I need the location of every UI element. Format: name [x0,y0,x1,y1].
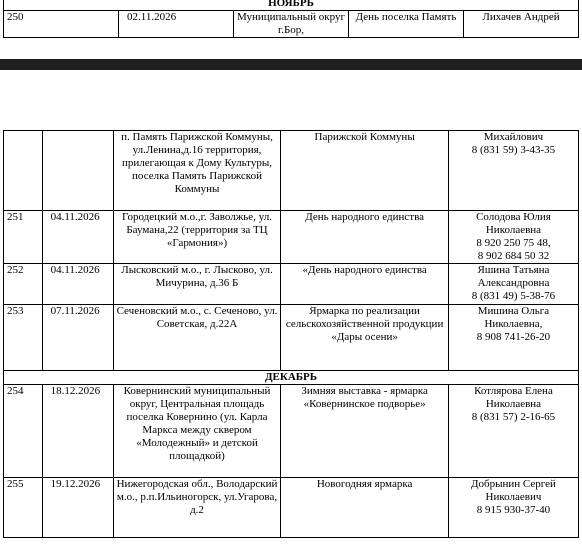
events-table [3,130,579,538]
table-row [4,131,579,211]
event-name: Парижской Коммуны [281,131,449,211]
table-row [4,11,579,38]
event-name: День народного единства [281,211,449,264]
event-contact [448,478,578,538]
event-date: 04.11.2026 [42,211,113,264]
event-place: Нижегородская обл., Володарский м.о., р.п.Ильиногорск, ул.Угарова, д.2 [113,478,281,538]
event-name: Новогодняя ярмарка [281,478,449,538]
page-divider [0,59,582,70]
table-row [4,305,579,371]
contact-phone: 8 902 684 50 32 [477,250,550,262]
row-number: 254 [4,385,43,478]
contact-phone: 8 908 741-26-20 [476,331,551,343]
contact-phone: 8 (831 49) 5-38-76 [471,290,556,302]
row-number: 255 [4,478,43,538]
events-table-november-top [3,0,579,38]
event-contact [448,211,578,264]
event-place: Лысковский м.о., г. Лысково, ул. Мичурина, д.36 Б [113,264,281,305]
table-row [4,264,579,305]
contact-phone: 8 (831 59) 3-43-35 [471,144,556,156]
event-date: 02.11.2026 [119,11,234,38]
contact-name: Солодова Юлия Николаевна [476,211,551,236]
event-contact [448,305,578,371]
contact-name: Мишина Ольга Николаевна, [477,305,550,330]
event-contact: Лихачев Андрей [464,11,579,38]
contact-phone: 8 920 250 75 48, [476,237,551,249]
event-contact [448,131,578,211]
event-place: Сеченовский м.о., с. Сеченово, ул. Советская, д.22А [113,305,281,371]
contact-name: Добрынин Сергей Николаевич [471,478,556,503]
event-place: п. Память Парижской Коммуны, ул.Ленина,д.16 территория, прилегающая к Дому Культуры, поселка Память Парижской Коммуны [113,131,281,211]
contact-name: Яшина Татьяна Александровна [477,264,550,289]
row-number: 252 [4,264,43,305]
event-place: Муниципальный округ г.Бор, [234,11,349,38]
table-row [4,211,579,264]
table-row [4,478,579,538]
row-number: 251 [4,211,43,264]
contact-phone: 8 (831 57) 2-16-65 [471,411,556,423]
event-name: День поселка Память [349,11,464,38]
event-contact [448,264,578,305]
row-number: 253 [4,305,43,371]
table-row [4,385,579,478]
contact-name: Михайлович [483,131,544,143]
row-number: 250 [4,11,119,38]
month-header: НОЯБРЬ [4,0,579,11]
event-date: 19.12.2026 [42,478,113,538]
contact-name: Котлярова Елена Николаевна [474,385,553,410]
event-contact [448,385,578,478]
event-place: Ковернинский муниципальный округ, Центральная площадь поселка Ковернино (ул. Карла Маркса между сквером «Молодежный» и детской площадкой) [113,385,281,478]
event-name: «День народного единства [281,264,449,305]
contact-phone: 8 915 930-37-40 [476,504,551,516]
event-date: 07.11.2026 [42,305,113,371]
event-name: Зимняя выставка - ярмарка «Ковернинское подворье» [281,385,449,478]
event-place: Городецкий м.о.,г. Заволжье, ул. Баумана,22 (территория за ТЦ «Гармония») [113,211,281,264]
month-header: ДЕКАБРЬ [4,371,579,385]
event-date: 18.12.2026 [42,385,113,478]
event-name: Ярмарка по реализации сельскохозяйственной продукции «Дары осени» [281,305,449,371]
event-date: 04.11.2026 [42,264,113,305]
